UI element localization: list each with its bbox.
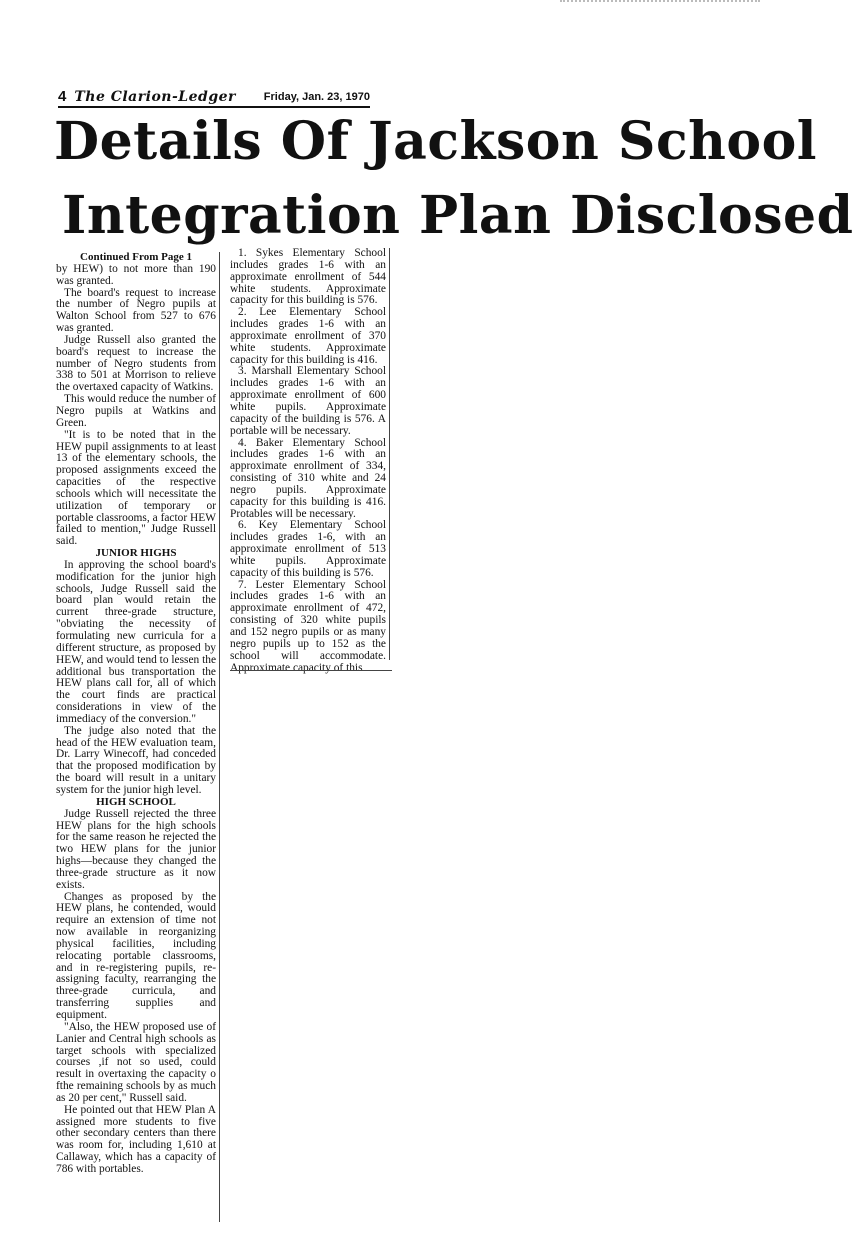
paragraph: In approving the school board's modification for the junior high schools, Judge Russell said the board plan would retain the current three-grade structure, "obviating the necessity of formulating new curricula for a different structure, as proposed by HEW, and would tend to lessen the additional bus transportation the HEW plans call for, all of which the court finds are practical considerations in view of the immediacy of the conversion." bbox=[56, 558, 216, 725]
article-column-1 bbox=[56, 252, 220, 1222]
paragraph: by HEW) to not more than 190 was granted. bbox=[56, 262, 216, 287]
headline-line-1: Details Of Jackson School bbox=[54, 111, 818, 172]
paragraph: "Also, the HEW proposed use of Lanier and Central high schools as target schools with specialized courses ,if not so used, could result in overtaxing the capacity o fthe remaining schools by as much as 20 per cent," Russell said. bbox=[56, 1020, 216, 1104]
school-entry: 2. Lee Elementary School includes grades 1-6 with an approximate enrollment of 370 white students. Approximate capacity for this building is 416. bbox=[230, 306, 386, 366]
paragraph: This would reduce the number of Negro pupils at Watkins and Green. bbox=[56, 393, 216, 429]
article-column-2 bbox=[230, 247, 390, 674]
school-entry: 1. Sykes Elementary School includes grades 1-6 with an approximate enrollment of 544 white students. Approximate capacity for this building is 576. bbox=[230, 247, 386, 307]
subhead-junior-highs: JUNIOR HIGHS bbox=[95, 547, 177, 560]
paragraph: He pointed out that HEW Plan A assigned more students to five other secondary centers than there was room for, including 1,610 at Callaway, which has a capacity of 786 with portables. bbox=[56, 1103, 216, 1175]
paragraph: The judge also noted that the head of the HEW evaluation team, Dr. Larry Winecoff, had conceded that the proposed modification by the board will result in a unitary system for the junior high level. bbox=[56, 724, 216, 796]
masthead bbox=[58, 86, 370, 108]
page-number: 4 bbox=[58, 88, 67, 105]
publication-date: Friday, Jan. 23, 1970 bbox=[263, 91, 370, 103]
school-entry: 4. Baker Elementary School includes grades 1-6 with an approximate enrollment of 334, consisting of 310 white and 24 negro pupils. Approximate capacity for this building is 416. Protables will be necessary. bbox=[230, 436, 386, 520]
school-entry: 7. Lester Elementary School includes grades 1-6 with an approximate enrollment of 472, consisting of 320 white pupils and 152 negro pupils or as many negro pupils up to 152 as the school will accommodate. Approximate capacity of this bbox=[230, 578, 386, 674]
newspaper-name: The Clarion-Ledger bbox=[74, 89, 236, 105]
continued-line: Continued From Page 1 bbox=[80, 251, 192, 263]
school-entry: 3. Marshall Elementary School includes grades 1-6 with an approximate enrollment of 600 white pupils. Approximate capacity of the building is 576. A portable will be necessary. bbox=[230, 365, 386, 437]
headline-line-2: Integration Plan Disclosed bbox=[62, 185, 853, 246]
school-entry: 6. Key Elementary School includes grades 1-6, with an approximate enrollment of 513 white pupils. Approximate capacity of this building is 576. bbox=[230, 519, 386, 579]
top-edge-dots bbox=[560, 0, 760, 4]
subhead-high-school: HIGH SCHOOL bbox=[96, 795, 176, 808]
paragraph: Judge Russell rejected the three HEW plans for the high schools for the same reason he rejected the two HEW plans for the junior highs—because they changed the three-grade structure as it now exists. bbox=[56, 807, 216, 891]
column-end-rule bbox=[230, 670, 392, 671]
paragraph: "It is to be noted that in the HEW pupil assignments to at least 13 of the elementary schools, the proposed assignments exceed the capacities of the respective schools which will necessitate the utilization of temporary or portable classrooms, a factor HEW failed to mention," Judge Russell said. bbox=[56, 428, 216, 548]
paragraph: The board's request to increase the number of Negro pupils at Walton School from 527 to 676 was granted. bbox=[56, 286, 216, 335]
paragraph: Changes as proposed by the HEW plans, he contended, would require an extension of time not now available in reorganizing physical facilities, including relocating portable classrooms, and in re-registering pupils, re-assigning faculty, rearranging the three-grade curricula, and transferring supplies and equipment. bbox=[56, 890, 216, 1021]
paragraph: Judge Russell also granted the board's request to increase the number of Negro students from 338 to 501 at Morrison to relieve the overtaxed capacity of Watkins. bbox=[56, 333, 216, 394]
